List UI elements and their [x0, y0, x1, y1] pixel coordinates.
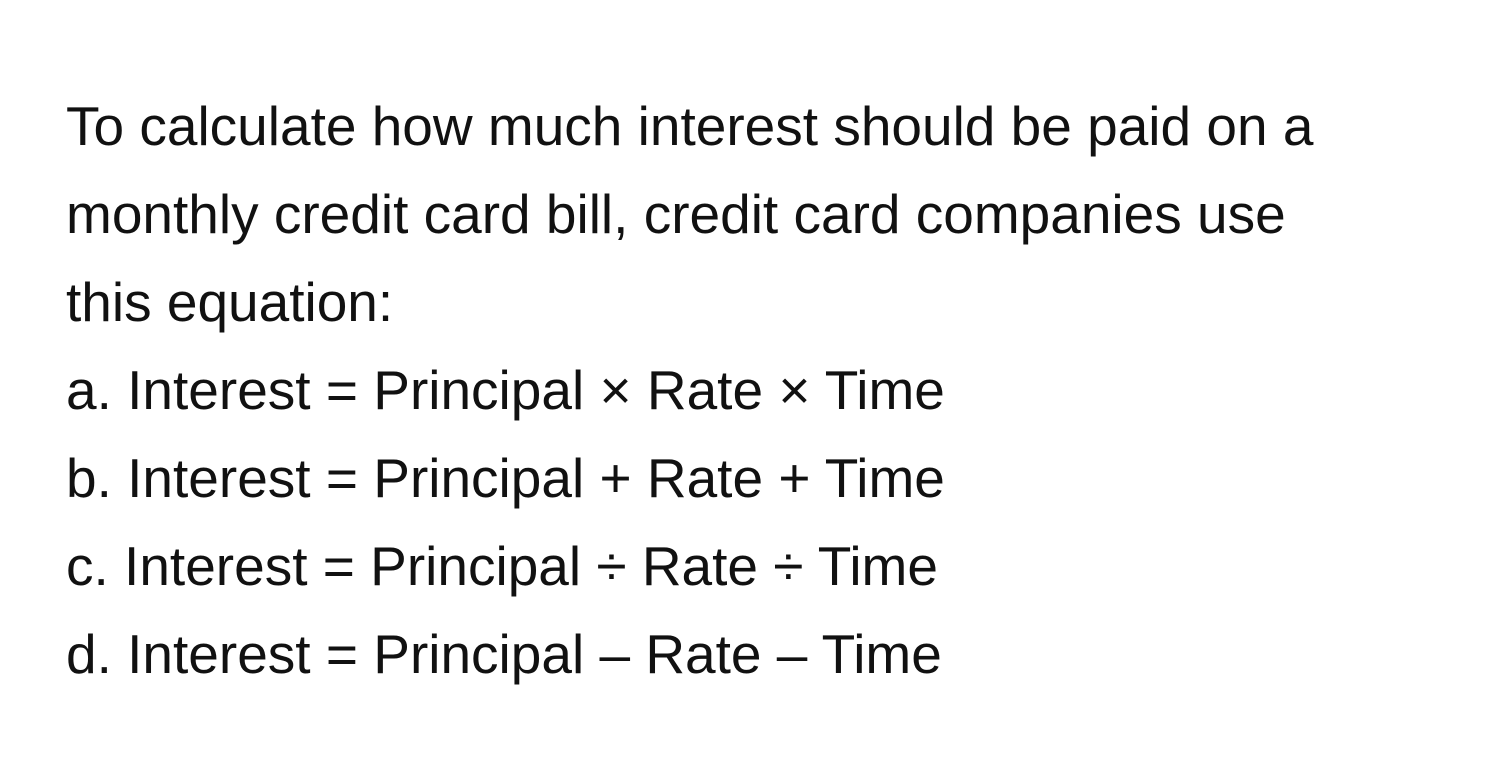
question-block	[66, 82, 1446, 698]
question-stem-line-1: To calculate how much interest should be paid on a	[66, 95, 1314, 157]
question-stem-line-3: this equation:	[66, 271, 394, 333]
option-a: a. Interest = Principal × Rate × Time	[66, 359, 945, 421]
option-c: c. Interest = Principal ÷ Rate ÷ Time	[66, 535, 938, 597]
option-d: d. Interest = Principal – Rate – Time	[66, 623, 942, 685]
question-stem-line-2: monthly credit card bill, credit card companies use	[66, 183, 1286, 245]
option-b: b. Interest = Principal + Rate + Time	[66, 447, 945, 509]
